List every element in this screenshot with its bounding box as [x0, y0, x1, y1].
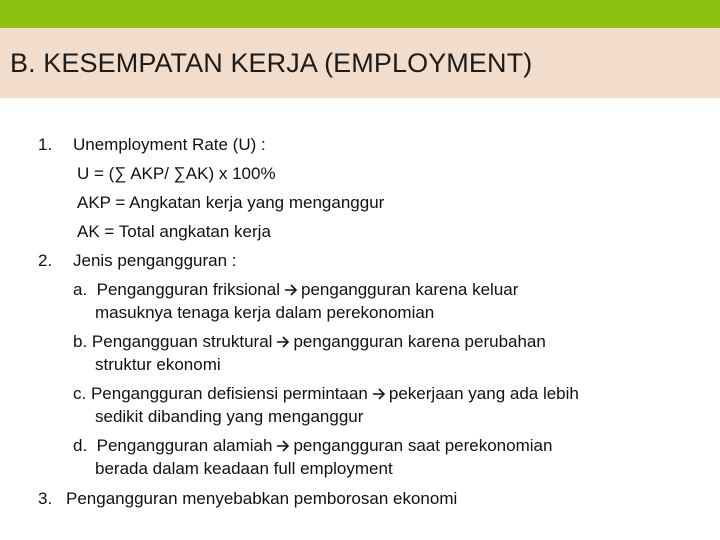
- subitem-continuation: masuknya tenaga kerja dalam perekonomian: [95, 303, 435, 322]
- subitem-letter: b.: [73, 332, 88, 351]
- subitem-continuation: sedikit dibanding yang menganggur: [95, 407, 364, 426]
- arrow-right-icon: [276, 434, 290, 457]
- subitem-line: [73, 330, 546, 353]
- item-label: Pengangguran menyebabkan pemborosan ekonomi: [66, 489, 458, 508]
- item-label: Unemployment Rate (U) :: [73, 135, 266, 154]
- item-number: 3.: [38, 489, 53, 508]
- subitem-head: Pengangguan struktural: [91, 332, 273, 351]
- slide-title: B. KESEMPATAN KERJA (EMPLOYMENT): [10, 48, 533, 78]
- subitem-line: [73, 434, 552, 457]
- arrow-right-icon: [372, 382, 386, 405]
- definition-akp: AKP = Angkatan kerja yang menganggur: [77, 193, 385, 212]
- subitem-tail: pengangguran saat perekonomian: [293, 436, 553, 455]
- item-number: 2.: [38, 251, 53, 270]
- arrow-right-icon: [284, 278, 298, 301]
- subitem-head: Pengangguran defisiensi permintaan: [90, 384, 368, 403]
- definition-ak: AK = Total angkatan kerja: [77, 222, 271, 241]
- subitem-continuation: berada dalam keadaan full employment: [95, 459, 393, 478]
- formula-text: U = (∑ AKP/ ∑AK) x 100%: [77, 164, 276, 183]
- subitem-line: [73, 382, 579, 405]
- item-number: 1.: [38, 135, 53, 154]
- subitem-letter: c.: [73, 384, 87, 403]
- arrow-right-icon: [276, 330, 290, 353]
- subitem-letter: d.: [73, 436, 88, 455]
- subitem-tail: pengangguran karena keluar: [301, 280, 519, 299]
- subitem-tail: pengangguran karena perubahan: [293, 332, 546, 351]
- subitem-line: [73, 278, 518, 301]
- subitem-head: Pengangguran friksional: [96, 280, 280, 299]
- subitem-letter: a.: [73, 280, 88, 299]
- item-label: Jenis pengangguran :: [73, 251, 237, 270]
- subitem-head: Pengangguran alamiah: [96, 436, 273, 455]
- subitem-tail: pekerjaan yang ada lebih: [388, 384, 579, 403]
- subitem-continuation: struktur ekonomi: [95, 355, 221, 374]
